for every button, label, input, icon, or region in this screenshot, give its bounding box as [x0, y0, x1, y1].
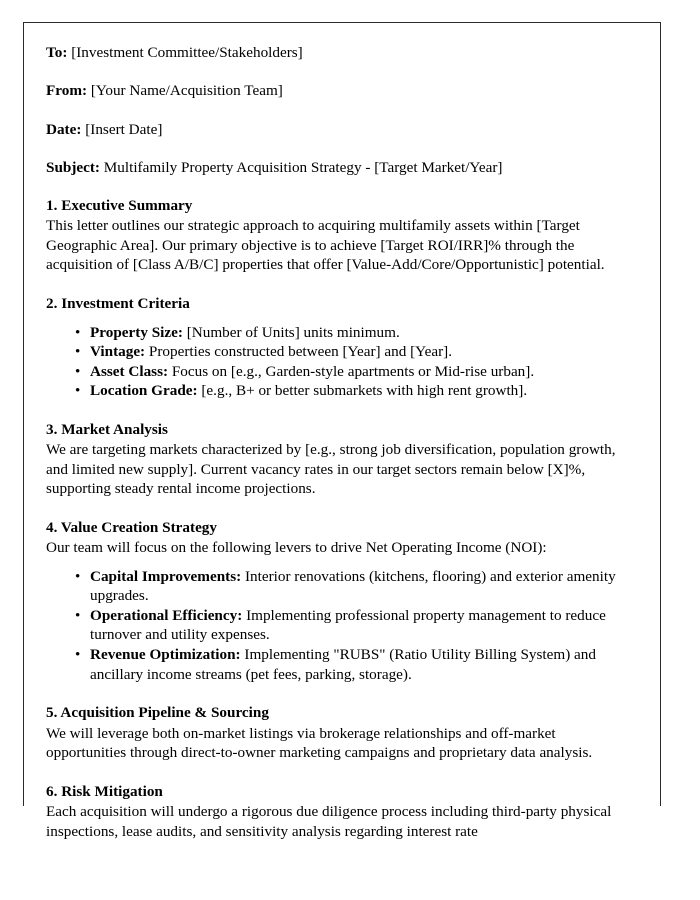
- header-line-from: [46, 81, 630, 100]
- list-item: [46, 645, 630, 684]
- section-market-analysis: [46, 421, 630, 499]
- bullet-point-icon: •: [75, 323, 81, 341]
- list-item-text: Implementing professional property management to reduce turnover and utility expenses.: [90, 606, 606, 644]
- list-item-label: Capital Improvements:: [90, 567, 242, 585]
- section-heading: 3. Market Analysis: [46, 420, 168, 438]
- list-item-label: Vintage:: [90, 343, 146, 361]
- section-heading: 5. Acquisition Pipeline & Sourcing: [46, 704, 269, 722]
- bullet-point-icon: •: [75, 362, 81, 380]
- header-value-subject: Multifamily Property Acquisition Strategy - [Target Market/Year]: [103, 159, 503, 177]
- header-line-subject: [46, 158, 630, 177]
- section-acquisition-pipeline-sourcing: [46, 704, 630, 763]
- list-item-label: Location Grade:: [90, 382, 198, 400]
- list-item: [46, 362, 630, 382]
- section-spacer: [46, 401, 630, 421]
- section-value-creation-strategy: [46, 519, 630, 684]
- list-item-label: Operational Efficiency:: [90, 606, 243, 624]
- bullet-list-investment-criteria: [46, 323, 630, 401]
- letter-header: [46, 43, 630, 178]
- list-item-text: Focus on [e.g., Garden-style apartments or Mid-rise urban].: [168, 362, 535, 380]
- header-label-from: From:: [46, 82, 88, 100]
- section-heading: 6. Risk Mitigation: [46, 782, 163, 800]
- header-line-to: [46, 43, 630, 62]
- bullet-point-icon: •: [75, 645, 81, 663]
- list-item-label: Property Size:: [90, 323, 183, 341]
- list-item-label: Asset Class:: [90, 362, 169, 380]
- section-heading: 1. Executive Summary: [46, 196, 193, 214]
- header-value-to: [Investment Committee/Stakeholders]: [71, 44, 303, 61]
- header-label-date: Date:: [46, 120, 82, 138]
- list-item-text: Implementing "RUBS" (Ratio Utility Billing System) and ancillary income streams (pet fees, parking, storage).: [90, 645, 596, 683]
- header-value-date: [Insert Date]: [85, 120, 163, 138]
- section-paragraph: Our team will focus on the following levers to drive Net Operating Income (NOI):: [46, 539, 547, 557]
- bullet-point-icon: •: [75, 343, 81, 361]
- list-item: [46, 323, 630, 343]
- list-item-text: [e.g., B+ or better submarkets with high rent growth].: [197, 382, 528, 400]
- list-item-text: Properties constructed between [Year] and [Year].: [145, 343, 453, 361]
- bullet-point-icon: •: [75, 606, 81, 624]
- bullet-list-value-creation: [46, 567, 630, 684]
- section-spacer: [46, 499, 630, 519]
- document-body: [24, 23, 660, 841]
- header-value-from: [Your Name/Acquisition Team]: [90, 82, 283, 100]
- list-item: [46, 381, 630, 401]
- section-heading: 4. Value Creation Strategy: [46, 518, 217, 536]
- list-item: [46, 606, 630, 645]
- section-paragraph: This letter outlines our strategic approach to acquiring multifamily assets within [Target Geographic Area]. Our primary objective is to achieve [Target ROI/IRR]% through the acquisition of [Class A/B/C] properties that offer [Value-Add/Core/Opportunistic] potential.: [46, 217, 605, 274]
- list-item-text: Interior renovations (kitchens, flooring) and exterior amenity upgrades.: [90, 567, 616, 605]
- section-paragraph: Each acquisition will undergo a rigorous due diligence process including third-party physical inspections, lease audits, and sensitivity analysis regarding interest rate: [46, 803, 612, 840]
- list-item-text: [Number of Units] units minimum.: [182, 323, 400, 341]
- section-spacer: [46, 684, 630, 704]
- section-spacer: [46, 275, 630, 295]
- section-paragraph: We are targeting markets characterized by [e.g., strong job diversification, population growth, and limited new supply]. Current vacancy rates in our target sectors remain below [X]%, supporting steady rental income projections.: [46, 441, 616, 498]
- section-investment-criteria: [46, 295, 630, 401]
- section-paragraph: We will leverage both on-market listings via brokerage relationships and off-market opportunities through direct-to-owner marketing campaigns and proprietary data analysis.: [46, 724, 593, 762]
- header-line-date: [46, 120, 630, 139]
- section-executive-summary: [46, 197, 630, 275]
- section-spacer: [46, 763, 630, 783]
- section-risk-mitigation: [46, 783, 630, 842]
- list-item-label: Revenue Optimization:: [90, 645, 241, 663]
- bullet-point-icon: •: [75, 567, 81, 585]
- section-heading: 2. Investment Criteria: [46, 294, 190, 312]
- list-item: [46, 567, 630, 606]
- header-label-subject: Subject:: [46, 159, 100, 177]
- bullet-point-icon: •: [75, 382, 81, 400]
- document-page: [23, 22, 661, 840]
- list-item: [46, 342, 630, 362]
- header-label-to: To:: [46, 44, 68, 61]
